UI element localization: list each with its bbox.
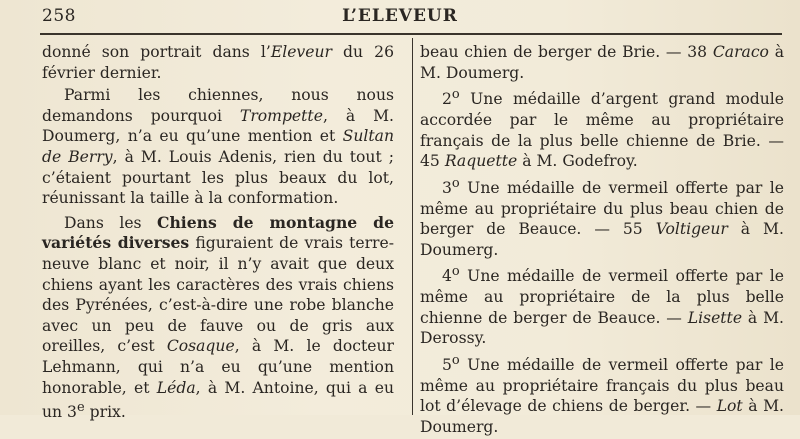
- italic-run: Caraco: [712, 43, 769, 61]
- text-run: Une médaille de vermeil offerte par le même au propriétaire de la plus belle chienne de berger de Beauce. —: [420, 267, 784, 327]
- superscript: o: [451, 264, 460, 280]
- item-number: 2: [442, 90, 452, 109]
- bold-run: Chiens de montagne de variétés diverses: [42, 212, 394, 253]
- right-column: [420, 42, 784, 439]
- text-run: figuraient de vrais terre-neuve blanc et noir, il n’y avait que deux chiens ayant les caractères des vrais chiens des Pyrénées, c’est-à-dire une robe blanche avec un peu de fauve ou de gris aux oreilles, c’est: [42, 234, 394, 356]
- italic-run: Voltigeur: [655, 220, 728, 239]
- italic-run: Cosaque: [166, 337, 235, 356]
- italic-run: Lot: [716, 397, 743, 416]
- text-run: , à M. le docteur Lehmann, qui n’a eu qu’une mention honorable, et: [42, 337, 394, 397]
- italic-run: Raquette: [444, 152, 518, 171]
- text-run: à M. Doumerg.: [420, 43, 784, 82]
- text-run: à M. Derossy.: [420, 308, 784, 348]
- right-paragraph-4: [420, 262, 784, 349]
- text-run: donné son portrait dans l’: [42, 43, 271, 61]
- page-number: 258: [42, 6, 76, 26]
- item-number: 3: [442, 178, 452, 197]
- superscript: o: [451, 87, 460, 103]
- column-divider: [412, 38, 413, 415]
- right-paragraph-5: [420, 351, 784, 438]
- text-run: , à M. Louis Adenis, rien du tout ; c’étaient pourtant les plus beaux du lot, réunissant la taille à la conformation.: [42, 147, 394, 208]
- right-paragraph-3: [420, 174, 784, 261]
- text-run: à M. Godefroy.: [517, 152, 638, 171]
- text-run: à M. Doumerg.: [420, 397, 784, 436]
- text-run: , à M. Doumerg, n’a eu qu’une mention et: [42, 106, 395, 146]
- left-paragraph-2: [42, 85, 394, 209]
- right-paragraph-2: [420, 85, 784, 172]
- italic-run: Trompette: [239, 106, 323, 125]
- italic-run: Eleveur: [270, 43, 332, 61]
- header-rule: [40, 33, 782, 35]
- text-run: , à M. Antoine, qui a eu un 3: [42, 378, 394, 422]
- superscript: e: [76, 400, 85, 416]
- italic-run: Sultan de Berry: [42, 127, 394, 166]
- text-run: à M. Doumerg.: [420, 220, 784, 259]
- text-run: beau chien de berger de Brie. — 38: [420, 43, 713, 61]
- text-run: prix.: [84, 403, 126, 422]
- italic-run: Léda: [156, 378, 196, 397]
- text-run: du 26 février dernier.: [42, 43, 395, 82]
- text-run: Une médaille de vermeil offerte par le même au propriétaire du plus beau chien de berger de Beauce. — 55: [420, 178, 784, 239]
- left-paragraph-1: [42, 42, 394, 83]
- text-run: Une médaille d’argent grand module accordée par le même au propriétaire français de la plus belle chienne de Brie. — 45: [420, 90, 784, 171]
- superscript: o: [451, 175, 460, 191]
- italic-run: Lisette: [687, 308, 743, 327]
- right-paragraph-1: [420, 42, 784, 83]
- superscript: o: [451, 352, 460, 368]
- item-number: 4: [442, 267, 452, 286]
- running-title: L’ELEVEUR: [342, 6, 458, 26]
- text-run: Dans les: [64, 213, 158, 232]
- text-run: Une médaille de vermeil offerte par le même au propriétaire français du plus beau lot d’élevage de chiens de berger. —: [420, 356, 784, 416]
- text-run: Parmi les chiennes, nous nous demandons pourquoi: [42, 86, 394, 125]
- item-number: 5: [442, 356, 452, 375]
- left-paragraph-3: [42, 213, 394, 423]
- left-column: [42, 42, 394, 425]
